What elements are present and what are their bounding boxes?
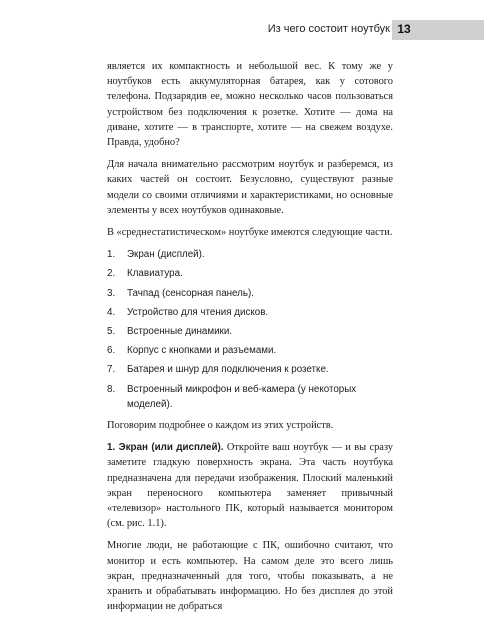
list-item xyxy=(107,343,393,358)
page-number: 13 xyxy=(397,22,411,36)
list-number: 4. xyxy=(107,306,116,318)
list-number: 5. xyxy=(107,326,116,338)
paragraph-intro: является их компактность и небольшой вес. К тому же у ноутбуков есть аккумуляторная батарея, как у сотового телефона. Подзарядив ее, можно несколько часов пользоваться устройством без подключения к розетке. Хотите — дома на диване, хотите — в транспорте, хотите — на свежем воздухе. Правда, удобно? xyxy=(107,61,393,149)
list-text: Клавиатура. xyxy=(127,268,183,280)
paragraph-details: Поговорим подробнее о каждом из этих устройств. xyxy=(107,420,334,432)
list-item xyxy=(107,286,393,301)
chapter-title: Из чего состоит ноутбук xyxy=(267,23,390,35)
running-header xyxy=(0,20,500,40)
section-heading-screen: 1. Экран (или дисплей). xyxy=(107,442,224,454)
paragraph-monitor: Многие люди, не работающие с ПК, ошибочно считают, что монитор и есть компьютер. На самом деле это всего лишь экран, предназначенный для того, чтобы показывать, а не хранить и обрабатывать информацию. Но без дисплея до этой информации не добраться xyxy=(107,540,393,613)
list-number: 8. xyxy=(107,383,116,395)
list-text: Встроенный микрофон и веб-камера (у некоторых моделей). xyxy=(127,383,357,410)
list-item xyxy=(107,382,393,412)
list-item xyxy=(107,324,393,339)
list-number: 3. xyxy=(107,287,116,299)
list-item xyxy=(107,362,393,377)
list-number: 2. xyxy=(107,268,116,280)
paragraph-parts: Для начала внимательно рассмотрим ноутбук и разберемся, из каких частей он состоит. Безусловно, существуют разные модели со своими отличиями и характеристиками, но основные элементы у всех ноутбуков одинаковые. xyxy=(107,159,393,216)
list-text: Экран (дисплей). xyxy=(127,249,205,261)
list-number: 1. xyxy=(107,249,116,261)
list-text: Батарея и шнур для подключения к розетке. xyxy=(127,364,329,376)
list-text: Тачпад (сенсорная панель). xyxy=(127,287,254,299)
list-text: Устройство для чтения дисков. xyxy=(127,306,269,318)
list-text: Встроенные динамики. xyxy=(127,326,233,338)
list-item xyxy=(107,305,393,320)
paragraph-list-lead: В «среднестатистическом» ноутбуке имеются следующие части. xyxy=(107,227,393,239)
list-item xyxy=(107,266,393,281)
list-item xyxy=(107,247,393,262)
page-body xyxy=(107,59,393,622)
parts-list xyxy=(107,247,393,412)
list-number: 6. xyxy=(107,345,116,357)
list-number: 7. xyxy=(107,364,116,376)
list-text: Корпус с кнопками и разъемами. xyxy=(127,345,277,357)
paragraph-screen xyxy=(107,440,393,531)
paragraph-screen-text: Откройте ваш ноутбук — и вы сразу заметите гладкую поверхность экрана. Эта часть ноутбука предназначена для передачи изображения. Плоский маленький экран переносного компьютера заменяет привычный «телевизор» настольного ПК, который называется монитором (см. рис. 1.1). xyxy=(107,442,394,530)
